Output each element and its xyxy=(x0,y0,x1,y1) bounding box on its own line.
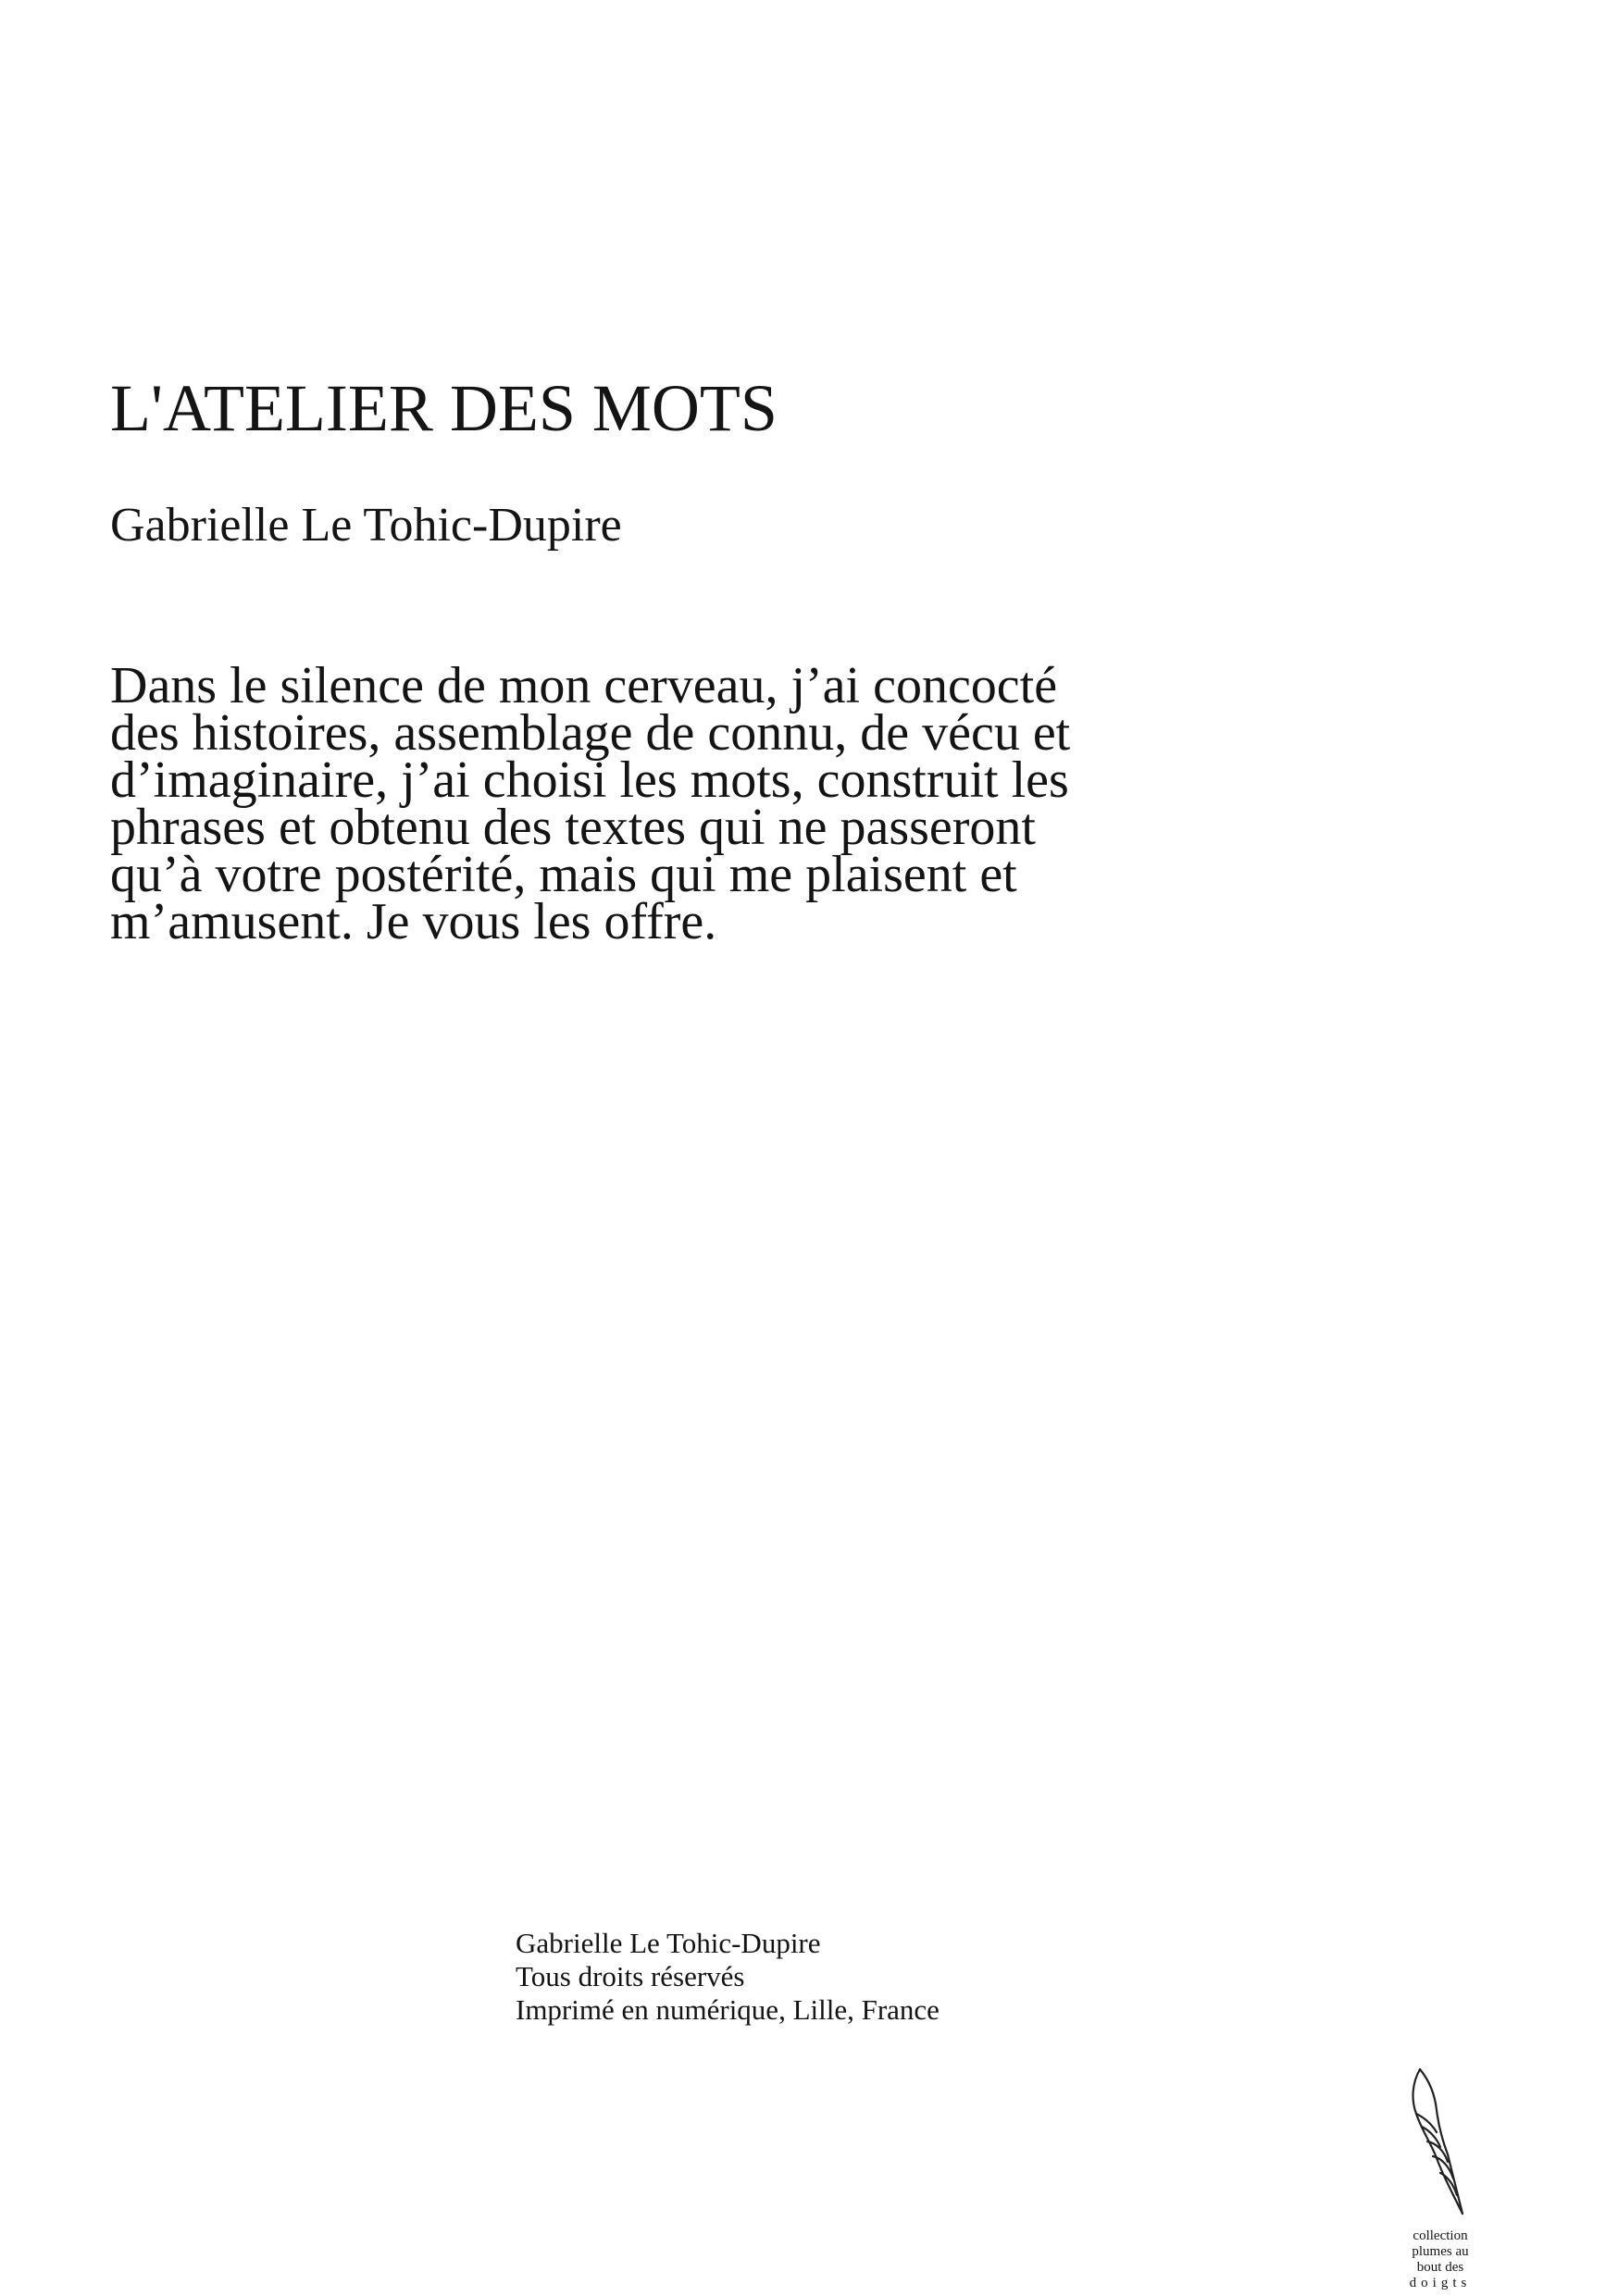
logo-text: bout des xyxy=(1416,2260,1464,2275)
logo-text: plumes au xyxy=(1412,2244,1469,2259)
imprint-rights: Tous droits réservés xyxy=(516,1960,745,1992)
book-author: Gabrielle Le Tohic-Dupire xyxy=(110,499,622,552)
blurb-line: phrases et obtenu des textes qui ne passeront xyxy=(110,799,1036,856)
blurb-line: d’imaginaire, j’ai choisi les mots, construit les xyxy=(110,751,1069,809)
logo-text: collection xyxy=(1413,2228,1468,2243)
blurb-line: Dans le silence de mon cerveau, j’ai concocté xyxy=(110,657,1058,714)
imprint-printing: Imprimé en numérique, Lille, France xyxy=(516,1993,940,2026)
collection-logo xyxy=(1396,2066,1485,2291)
book-blurb xyxy=(110,657,1249,950)
blurb-line: m’amusent. Je vous les offre. xyxy=(110,893,717,950)
imprint-author: Gabrielle Le Tohic-Dupire xyxy=(516,1927,821,1959)
blurb-line: qu’à votre postérité, mais qui me plaisent et xyxy=(110,846,1017,903)
book-title: L'ATELIER DES MOTS xyxy=(110,371,778,445)
blurb-line: des histoires, assemblage de connu, de vécu et xyxy=(110,704,1071,762)
logo-text: doigts xyxy=(1409,2276,1472,2290)
quill-feather-icon xyxy=(1409,2066,1474,2223)
imprint-block xyxy=(516,1927,940,2027)
